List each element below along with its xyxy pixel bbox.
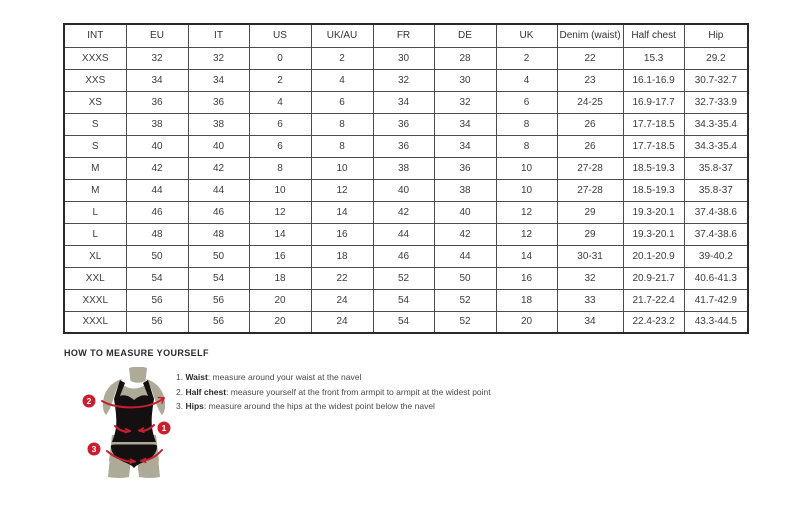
- table-row: [64, 289, 748, 311]
- table-cell: 40: [373, 179, 434, 201]
- step-number: 2.: [176, 386, 186, 397]
- measure-step-half-chest: [176, 387, 491, 397]
- table-cell: 10: [311, 157, 373, 179]
- table-cell: 18: [249, 267, 311, 289]
- table-cell: 42: [126, 157, 188, 179]
- table-cell: 16.1-16.9: [623, 69, 684, 91]
- table-cell: 6: [249, 113, 311, 135]
- table-cell: 4: [496, 69, 557, 91]
- step-text: : measure around the hips at the widest point below the navel: [203, 401, 435, 411]
- table-cell: 2: [311, 47, 373, 69]
- table-row: [64, 47, 748, 69]
- table-row: [64, 179, 748, 201]
- table-cell: 46: [188, 201, 249, 223]
- step-text: : measure around your waist at the navel: [207, 372, 362, 382]
- table-cell: 30.7-32.7: [684, 69, 748, 91]
- table-cell: 20: [249, 289, 311, 311]
- table-cell: 16: [496, 267, 557, 289]
- table-cell: 14: [496, 245, 557, 267]
- table-row: [64, 91, 748, 113]
- table-cell: 56: [188, 289, 249, 311]
- table-cell: 24: [311, 289, 373, 311]
- table-cell: 33: [557, 289, 623, 311]
- table-cell: 2: [496, 47, 557, 69]
- table-cell: 36: [373, 113, 434, 135]
- table-cell: 48: [126, 223, 188, 245]
- column-header: UK/AU: [311, 24, 373, 47]
- table-cell: 37.4-38.6: [684, 201, 748, 223]
- table-row: [64, 157, 748, 179]
- column-header: UK: [496, 24, 557, 47]
- table-cell: 19.3-20.1: [623, 223, 684, 245]
- column-header: DE: [434, 24, 496, 47]
- size-table: [63, 23, 749, 334]
- table-cell: XL: [64, 245, 126, 267]
- table-cell: 52: [373, 267, 434, 289]
- table-cell: 16.9-17.7: [623, 91, 684, 113]
- table-row: [64, 245, 748, 267]
- table-cell: 32: [188, 47, 249, 69]
- table-cell: 32: [126, 47, 188, 69]
- column-header: FR: [373, 24, 434, 47]
- table-cell: 30: [373, 47, 434, 69]
- table-cell: 24: [311, 311, 373, 333]
- table-cell: 34: [557, 311, 623, 333]
- table-cell: 10: [496, 179, 557, 201]
- table-cell: 22: [557, 47, 623, 69]
- measurement-figure: [77, 367, 191, 485]
- table-row: [64, 69, 748, 91]
- table-cell: 54: [188, 267, 249, 289]
- table-cell: 26: [557, 135, 623, 157]
- table-cell: 20.9-21.7: [623, 267, 684, 289]
- table-cell: 21.7-22.4: [623, 289, 684, 311]
- table-cell: XXXS: [64, 47, 126, 69]
- table-cell: 6: [496, 91, 557, 113]
- table-cell: 56: [188, 311, 249, 333]
- table-cell: 52: [434, 311, 496, 333]
- table-cell: 27-28: [557, 157, 623, 179]
- table-cell: 8: [311, 113, 373, 135]
- measure-step-hips: [176, 401, 491, 411]
- table-cell: 36: [373, 135, 434, 157]
- table-row: [64, 223, 748, 245]
- table-cell: 29.2: [684, 47, 748, 69]
- table-cell: XXXL: [64, 289, 126, 311]
- table-cell: 22: [311, 267, 373, 289]
- table-cell: 44: [434, 245, 496, 267]
- table-cell: 50: [434, 267, 496, 289]
- table-cell: XXL: [64, 267, 126, 289]
- table-row: [64, 135, 748, 157]
- step-number: 1.: [176, 372, 186, 382]
- table-cell: 12: [311, 179, 373, 201]
- table-cell: 23: [557, 69, 623, 91]
- table-cell: 34: [188, 69, 249, 91]
- table-cell: 26: [557, 113, 623, 135]
- column-header: US: [249, 24, 311, 47]
- hips-badge: 3: [91, 444, 97, 454]
- table-cell: 12: [496, 201, 557, 223]
- table-row: [64, 267, 748, 289]
- table-cell: 39-40.2: [684, 245, 748, 267]
- table-cell: 34.3-35.4: [684, 135, 748, 157]
- table-cell: 34: [373, 91, 434, 113]
- table-cell: 28: [434, 47, 496, 69]
- table-cell: 46: [126, 201, 188, 223]
- table-cell: 0: [249, 47, 311, 69]
- table-cell: 2: [249, 69, 311, 91]
- step-label: Waist: [185, 372, 208, 382]
- step-label: Half chest: [185, 386, 227, 397]
- table-cell: 38: [126, 113, 188, 135]
- table-cell: 54: [373, 311, 434, 333]
- table-cell: 8: [496, 113, 557, 135]
- table-cell: 30-31: [557, 245, 623, 267]
- table-cell: 14: [249, 223, 311, 245]
- table-cell: 10: [496, 157, 557, 179]
- table-cell: 6: [249, 135, 311, 157]
- table-cell: 8: [249, 157, 311, 179]
- table-row: [64, 201, 748, 223]
- table-cell: 24-25: [557, 91, 623, 113]
- table-cell: 34: [434, 135, 496, 157]
- table-cell: 15.3: [623, 47, 684, 69]
- table-cell: 38: [373, 157, 434, 179]
- step-number: 3.: [176, 401, 186, 411]
- table-cell: 36: [188, 91, 249, 113]
- table-cell: 10: [249, 179, 311, 201]
- size-table-body: [64, 47, 748, 333]
- table-cell: 20: [496, 311, 557, 333]
- table-cell: 50: [188, 245, 249, 267]
- table-cell: 30: [434, 69, 496, 91]
- table-cell: 4: [249, 91, 311, 113]
- table-cell: 18.5-19.3: [623, 157, 684, 179]
- table-cell: 48: [188, 223, 249, 245]
- table-cell: M: [64, 157, 126, 179]
- table-cell: 40.6-41.3: [684, 267, 748, 289]
- table-cell: 17.7-18.5: [623, 135, 684, 157]
- table-cell: 16: [249, 245, 311, 267]
- table-cell: 36: [434, 157, 496, 179]
- table-cell: 42: [434, 223, 496, 245]
- measure-section-heading: HOW TO MEASURE YOURSELF: [64, 348, 209, 358]
- waist-badge: 1: [161, 423, 167, 433]
- column-header: Half chest: [623, 24, 684, 47]
- table-cell: 34.3-35.4: [684, 113, 748, 135]
- table-cell: 46: [373, 245, 434, 267]
- table-cell: 32: [434, 91, 496, 113]
- table-cell: 42: [373, 201, 434, 223]
- table-cell: 56: [126, 289, 188, 311]
- mannequin-illustration: [77, 367, 191, 485]
- table-cell: 34: [434, 113, 496, 135]
- table-cell: 37.4-38.6: [684, 223, 748, 245]
- column-header: IT: [188, 24, 249, 47]
- step-label: Hips: [185, 401, 204, 411]
- table-cell: 18.5-19.3: [623, 179, 684, 201]
- table-cell: 18: [311, 245, 373, 267]
- table-cell: 16: [311, 223, 373, 245]
- table-cell: 8: [496, 135, 557, 157]
- table-cell: M: [64, 179, 126, 201]
- table-cell: 40: [188, 135, 249, 157]
- table-cell: 20.1-20.9: [623, 245, 684, 267]
- table-cell: L: [64, 201, 126, 223]
- table-row: [64, 113, 748, 135]
- column-header: Denim (waist): [557, 24, 623, 47]
- step-text: : measure yourself at the front from armpit to armpit at the widest point: [226, 386, 491, 397]
- table-cell: 35.8-37: [684, 179, 748, 201]
- table-cell: 35.8-37: [684, 157, 748, 179]
- table-cell: 38: [188, 113, 249, 135]
- size-chart: [63, 23, 749, 334]
- table-cell: 50: [126, 245, 188, 267]
- table-cell: 52: [434, 289, 496, 311]
- table-cell: XXXL: [64, 311, 126, 333]
- table-cell: 29: [557, 223, 623, 245]
- chest-badge: 2: [86, 396, 92, 406]
- table-cell: 38: [434, 179, 496, 201]
- table-cell: 44: [126, 179, 188, 201]
- table-cell: 4: [311, 69, 373, 91]
- table-cell: 6: [311, 91, 373, 113]
- table-cell: 36: [126, 91, 188, 113]
- table-cell: 32: [373, 69, 434, 91]
- table-cell: 18: [496, 289, 557, 311]
- table-cell: 22.4-23.2: [623, 311, 684, 333]
- table-row: [64, 311, 748, 333]
- table-cell: 42: [188, 157, 249, 179]
- table-cell: 8: [311, 135, 373, 157]
- table-cell: L: [64, 223, 126, 245]
- table-cell: 40: [434, 201, 496, 223]
- table-cell: 12: [496, 223, 557, 245]
- table-cell: 14: [311, 201, 373, 223]
- table-cell: 40: [126, 135, 188, 157]
- table-cell: 44: [188, 179, 249, 201]
- table-cell: S: [64, 113, 126, 135]
- table-cell: 27-28: [557, 179, 623, 201]
- table-cell: 54: [373, 289, 434, 311]
- table-cell: 29: [557, 201, 623, 223]
- table-cell: 19.3-20.1: [623, 201, 684, 223]
- table-cell: 32.7-33.9: [684, 91, 748, 113]
- table-cell: 20: [249, 311, 311, 333]
- measure-step-waist: [176, 372, 491, 382]
- column-header: Hip: [684, 24, 748, 47]
- table-cell: 56: [126, 311, 188, 333]
- measure-steps-list: [176, 372, 491, 416]
- table-cell: 12: [249, 201, 311, 223]
- column-header: EU: [126, 24, 188, 47]
- table-cell: XS: [64, 91, 126, 113]
- table-cell: XXS: [64, 69, 126, 91]
- table-cell: 43.3-44.5: [684, 311, 748, 333]
- table-cell: 54: [126, 267, 188, 289]
- table-cell: 34: [126, 69, 188, 91]
- column-header: INT: [64, 24, 126, 47]
- table-cell: 17.7-18.5: [623, 113, 684, 135]
- table-cell: 44: [373, 223, 434, 245]
- table-cell: 41.7-42.9: [684, 289, 748, 311]
- table-cell: S: [64, 135, 126, 157]
- size-table-header-row: [64, 24, 748, 47]
- table-cell: 32: [557, 267, 623, 289]
